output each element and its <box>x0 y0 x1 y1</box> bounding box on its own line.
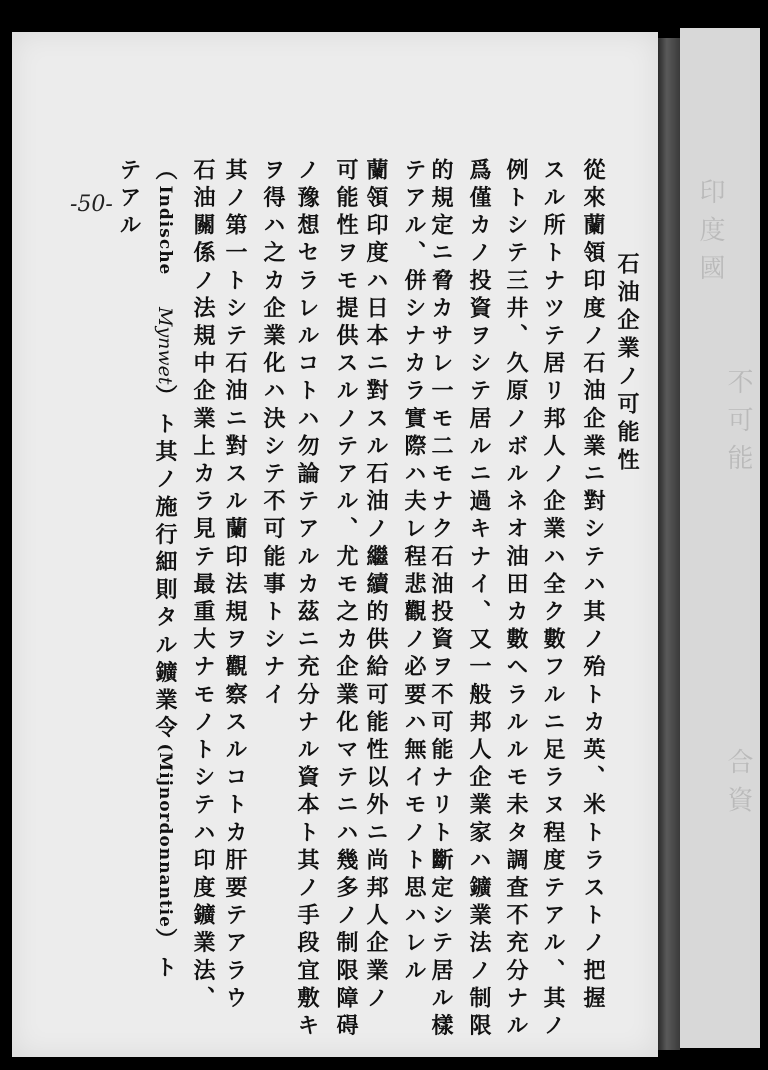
text-column <box>154 158 176 983</box>
text-column: 的規定ニ脅カサレ一モ二モナク石油投資ヲ不可能ナリト斷定シテ居ル樣 <box>428 158 454 1042</box>
latin-term: Indische <box>155 185 175 276</box>
column-text: ）ト其ノ施行細則タル鑛業令 <box>152 384 178 744</box>
latin-term: (Mijnordonnantie <box>155 743 175 928</box>
text-column: 爲僅カノ投資ヲシテ居ルニ過キナイ、又一般邦人企業家ハ鑛業法ノ制限 <box>466 158 492 1042</box>
text-column: 可能性ヲモ提供スルノテアル、尤モ之カ企業化マテニハ幾多ノ制限障碍 <box>333 158 359 1042</box>
book-spine <box>658 38 680 1050</box>
section-title: 石油企業ノ可能性 <box>614 252 640 476</box>
text-column: 石油關係ノ法規中企業上カラ見テ最重大ナモノトシテハ印度鑛業法、 <box>190 158 216 1014</box>
text-column: テアル <box>116 158 142 241</box>
text-column: 蘭領印度ハ日本ニ對スル石油ノ繼續的供給可能性以外ニ尚邦人企業ノ <box>363 158 389 1014</box>
handwritten-annotation: Mynwet <box>154 306 176 385</box>
text-column: スル所トナツテ居リ邦人ノ企業ハ全ク數フルニ足ラヌ程度テアル、其ノ <box>540 158 566 1042</box>
page-number: -50- <box>70 192 113 217</box>
adjacent-page <box>680 28 760 1048</box>
bleed-through-text: 印度國 <box>695 178 725 292</box>
column-text: ）ト <box>152 927 178 984</box>
text-column: ノ豫想セラレルコトハ勿論テアルカ茲ニ充分ナル資本ト其ノ手段宜敷キ <box>294 158 320 1042</box>
bleed-through-text: 不可能 <box>723 368 753 482</box>
text-column: テアル、併シナカラ實際ハ夫レ程悲觀ノ必要ハ無イモノト思ハレル <box>401 158 427 986</box>
bracket-open: （ <box>152 158 178 186</box>
text-column: 例トシテ三井、久原ノボルネオ油田カ數ヘラルルモ未タ調査不充分ナル <box>503 158 529 1042</box>
text-column: ヲ得ハ之カ企業化ハ決シテ不可能事トシナイ <box>260 158 286 710</box>
bleed-through-text: 合資 <box>723 748 753 824</box>
text-column: 從來蘭領印度ノ石油企業ニ對シテハ其ノ殆トカ英、米トラストノ把握 <box>580 158 606 1014</box>
text-column: 其ノ第一トシテ石油ニ對スル蘭印法規ヲ觀察スルコトカ肝要テアラウ <box>222 158 248 1014</box>
